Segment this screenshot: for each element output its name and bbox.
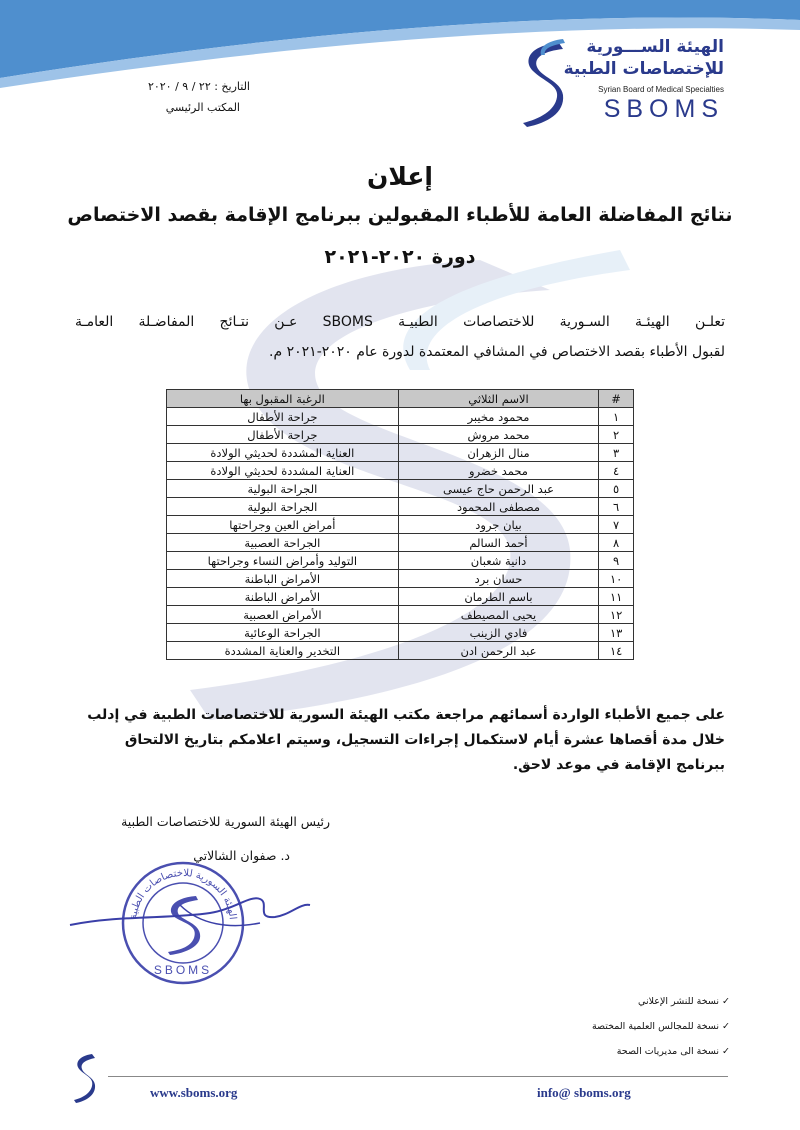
row-number: ١٢ [599,606,634,624]
row-name: محمود مخيبر [398,408,599,426]
intro-line-2: لقبول الأطباء بقصد الاختصاص في المشافي المعتمدة لدورة عام ٢٠٢٠-٢٠٢١ م. [269,344,725,360]
row-specialty: جراحة الأطفال [167,426,399,444]
table-row [167,588,634,606]
row-name: بيان جرود [398,516,599,534]
table-row [167,426,634,444]
copy-item-label: نسخة للنشر الإعلاني [638,996,720,1007]
announcement-subtitle: نتائج المفاضلة العامة للأطباء المقبولين ببرنامج الإقامة بقصد الاختصاص [67,204,733,226]
row-name: باسم الطرمان [398,588,599,606]
table-header-row [167,390,634,408]
footer-logo-icon [72,1052,96,1104]
signatory-title: رئيس الهيئة السورية للاختصاصات الطبية [121,814,330,829]
table-row [167,462,634,480]
check-icon: ✓ [719,996,730,1007]
row-specialty: التوليد وأمراض النساء وجراحتها [167,552,399,570]
row-name: محمد مروش [398,426,599,444]
row-name: أحمد السالم [398,534,599,552]
table-row [167,444,634,462]
table-row [167,606,634,624]
sboms-logo [515,35,730,130]
row-number: ٨ [599,534,634,552]
row-specialty: الجراحة العصبية [167,534,399,552]
table-row [167,480,634,498]
row-name: محمد خضرو [398,462,599,480]
row-specialty: الجراحة البولية [167,480,399,498]
copy-item [520,996,730,1021]
row-specialty: الجراحة البولية [167,498,399,516]
table-row [167,534,634,552]
copy-item [520,1021,730,1046]
row-specialty: الأمراض الباطنة [167,588,399,606]
copy-item [520,1046,730,1071]
logo-english-name: Syrian Board of Medical Specialties [598,85,724,94]
table-row [167,624,634,642]
table-row [167,498,634,516]
row-number: ١٣ [599,624,634,642]
table-row [167,642,634,660]
row-number: ٦ [599,498,634,516]
row-specialty: التخدير والعناية المشددة [167,642,399,660]
website-link[interactable]: www.sboms.org [150,1085,238,1100]
announcement-title: إعلان [367,162,433,191]
row-name: مصطفى المحمود [398,498,599,516]
date-label: التاريخ : [214,80,250,93]
header-number: # [599,390,634,408]
table-row [167,408,634,426]
date-line [90,80,250,93]
row-specialty: جراحة الأطفال [167,408,399,426]
row-name: دانية شعبان [398,552,599,570]
row-number: ١٠ [599,570,634,588]
date-value: ٢٢ / ٩ / ٢٠٢٠ [147,80,211,93]
row-number: ٢ [599,426,634,444]
signatory-name: د. صفوان الشالاتي [193,848,290,863]
row-number: ٩ [599,552,634,570]
table-row [167,570,634,588]
logo-arabic-line-2: للإختصاصات الطبية [563,59,724,79]
row-specialty: العناية المشددة لحديثي الولادة [167,444,399,462]
sboms-s-mark-icon [519,39,565,127]
row-specialty: الأمراض العصبية [167,606,399,624]
row-specialty: الجراحة الوعائية [167,624,399,642]
row-number: ١ [599,408,634,426]
row-specialty: العناية المشددة لحديثي الولادة [167,462,399,480]
office-label: المكتب الرئيسي [165,101,240,114]
row-name: عبد الرحمن حاج عيسى [398,480,599,498]
copies-list [520,996,730,1071]
row-name: فادي الزينب [398,624,599,642]
row-number: ٥ [599,480,634,498]
row-name: منال الزهران [398,444,599,462]
footer-divider [108,1076,728,1077]
logo-abbreviation: SBOMS [603,95,724,123]
check-icon: ✓ [719,1046,730,1057]
copy-item-label: نسخة للمجالس العلمية المختصة [591,1021,720,1032]
row-name: حسان برد [398,570,599,588]
row-number: ٤ [599,462,634,480]
registration-notice: على جميع الأطباء الواردة أسمائهم مراجعة مكتب الهيئة السورية للاختصاصات الطبية في إدلب خلال مدة أقصاها عشرة أيام لاستكمال إجراءات التسجيل، وسيتم اعلامكم بتاريخ الالتحاق ببرنامج الإقامة في موعد لاحق. [87,707,725,773]
logo-arabic-line-1: الهيئة الســـورية [586,37,724,57]
row-name: يحيى المصيطف [398,606,599,624]
row-number: ١١ [599,588,634,606]
results-table [166,389,634,660]
intro-line-1: تعلـن الهيئـة السـورية للاختصاصات الطبيـة SBOMS عـن نتـائج المفاضـلة العامـة [75,314,725,330]
announcement-session: دورة ٢٠٢٠-٢٠٢١ [324,246,476,268]
row-name: عبد الرحمن ادن [398,642,599,660]
row-specialty: أمراض العين وجراحتها [167,516,399,534]
email-link[interactable]: info@ sboms.org [537,1085,631,1100]
table-row [167,516,634,534]
stamp-arabic-text: الهيئة السورية للاختصاصات الطبية [128,867,238,921]
handwritten-signature [60,885,320,945]
row-number: ٧ [599,516,634,534]
stamp-abbreviation: SBOMS [153,963,213,977]
row-specialty: الأمراض الباطنة [167,570,399,588]
copy-item-label: نسخة الى مديريات الصحة [616,1046,720,1057]
row-number: ٣ [599,444,634,462]
check-icon: ✓ [719,1021,730,1032]
table-row [167,552,634,570]
row-number: ١٤ [599,642,634,660]
header-name: الاسم الثلاثي [398,390,599,408]
header-specialty: الرغبة المقبول بها [167,390,399,408]
